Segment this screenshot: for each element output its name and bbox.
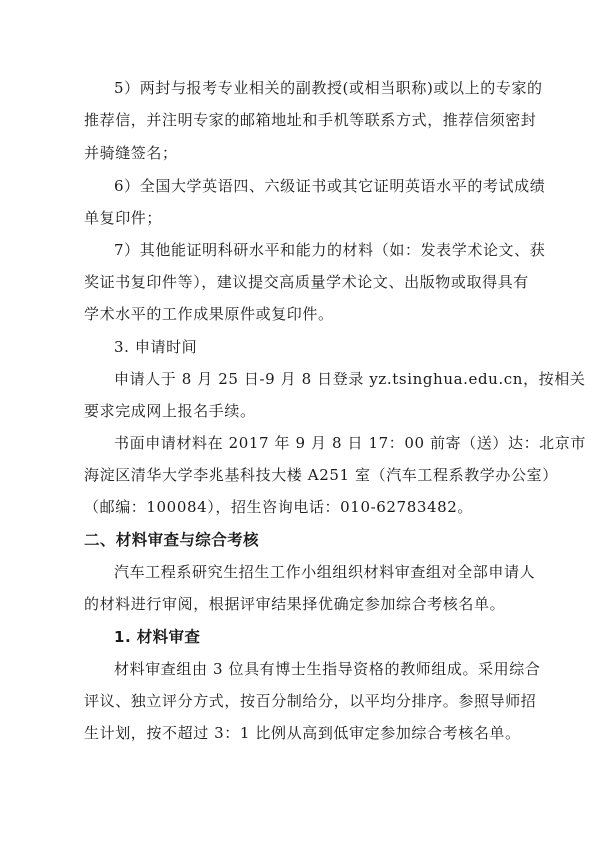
section3-para2-line3: （邮编：100084），招生咨询电话：010-62783482。 xyxy=(84,498,474,516)
subsection1-heading-text: 材料审查 xyxy=(136,628,201,646)
section-two-para-line1: 汽车工程系研究生招生工作小组组织材料审查组对全部申请人 xyxy=(114,563,536,581)
section-two-heading: 二、材料审查与综合考核 xyxy=(84,531,259,549)
item5-line2: 推荐信，并注明专家的邮箱地址和手机等联系方式，推荐信须密封 xyxy=(84,111,537,129)
subsection1-para-line2: 评议、独立评分方式，按百分制给分，以平均分排序。参照导师招 xyxy=(84,692,537,710)
section3-para1-line1: 申请人于 8 月 25 日-9 月 8 日登录 yz.tsinghua.edu.cn，按相关 xyxy=(114,370,586,388)
item7-line2: 奖证书复印件等），建议提交高质量学术论文、出版物或取得具有 xyxy=(84,273,529,291)
subsection1-heading xyxy=(0,627,600,647)
section3-para2-line1: 书面申请材料在 2017 年 9 月 8 日 17：00 前寄（送）达：北京市 xyxy=(114,434,586,452)
subsection1-heading-number: 1. xyxy=(114,628,132,646)
item5-line1: 5）两封与报考专业相关的副教授(或相当职称)或以上的专家的 xyxy=(114,79,543,97)
section-two-para-line2: 的材料进行审阅，根据评审结果择优确定参加综合考核名单。 xyxy=(84,595,506,613)
item5-line3: 并骑缝签名； xyxy=(84,144,178,162)
item6-line1: 6）全国大学英语四、六级证书或其它证明英语水平的考试成绩 xyxy=(114,177,546,195)
item7-line3: 学术水平的工作成果原件或复印件。 xyxy=(84,305,334,323)
item7-line1: 7）其他能证明科研水平和能力的材料（如：发表学术论文、获 xyxy=(114,241,546,259)
section3-heading: 3. 申请时间 xyxy=(114,338,198,356)
subsection1-para-line3: 生计划，按不超过 3：1 比例从高到低审定参加综合考核名单。 xyxy=(84,724,521,742)
subsection1-para-line1: 材料审查组由 3 位具有博士生指导资格的教师组成。采用综合 xyxy=(114,660,541,678)
item6-line2: 单复印件； xyxy=(84,209,163,227)
section3-para2-line2: 海淀区清华大学李兆基科技大楼 A251 室（汽车工程系教学办公室） xyxy=(84,466,558,484)
section3-para1-line2: 要求完成网上报名手续。 xyxy=(84,402,256,420)
